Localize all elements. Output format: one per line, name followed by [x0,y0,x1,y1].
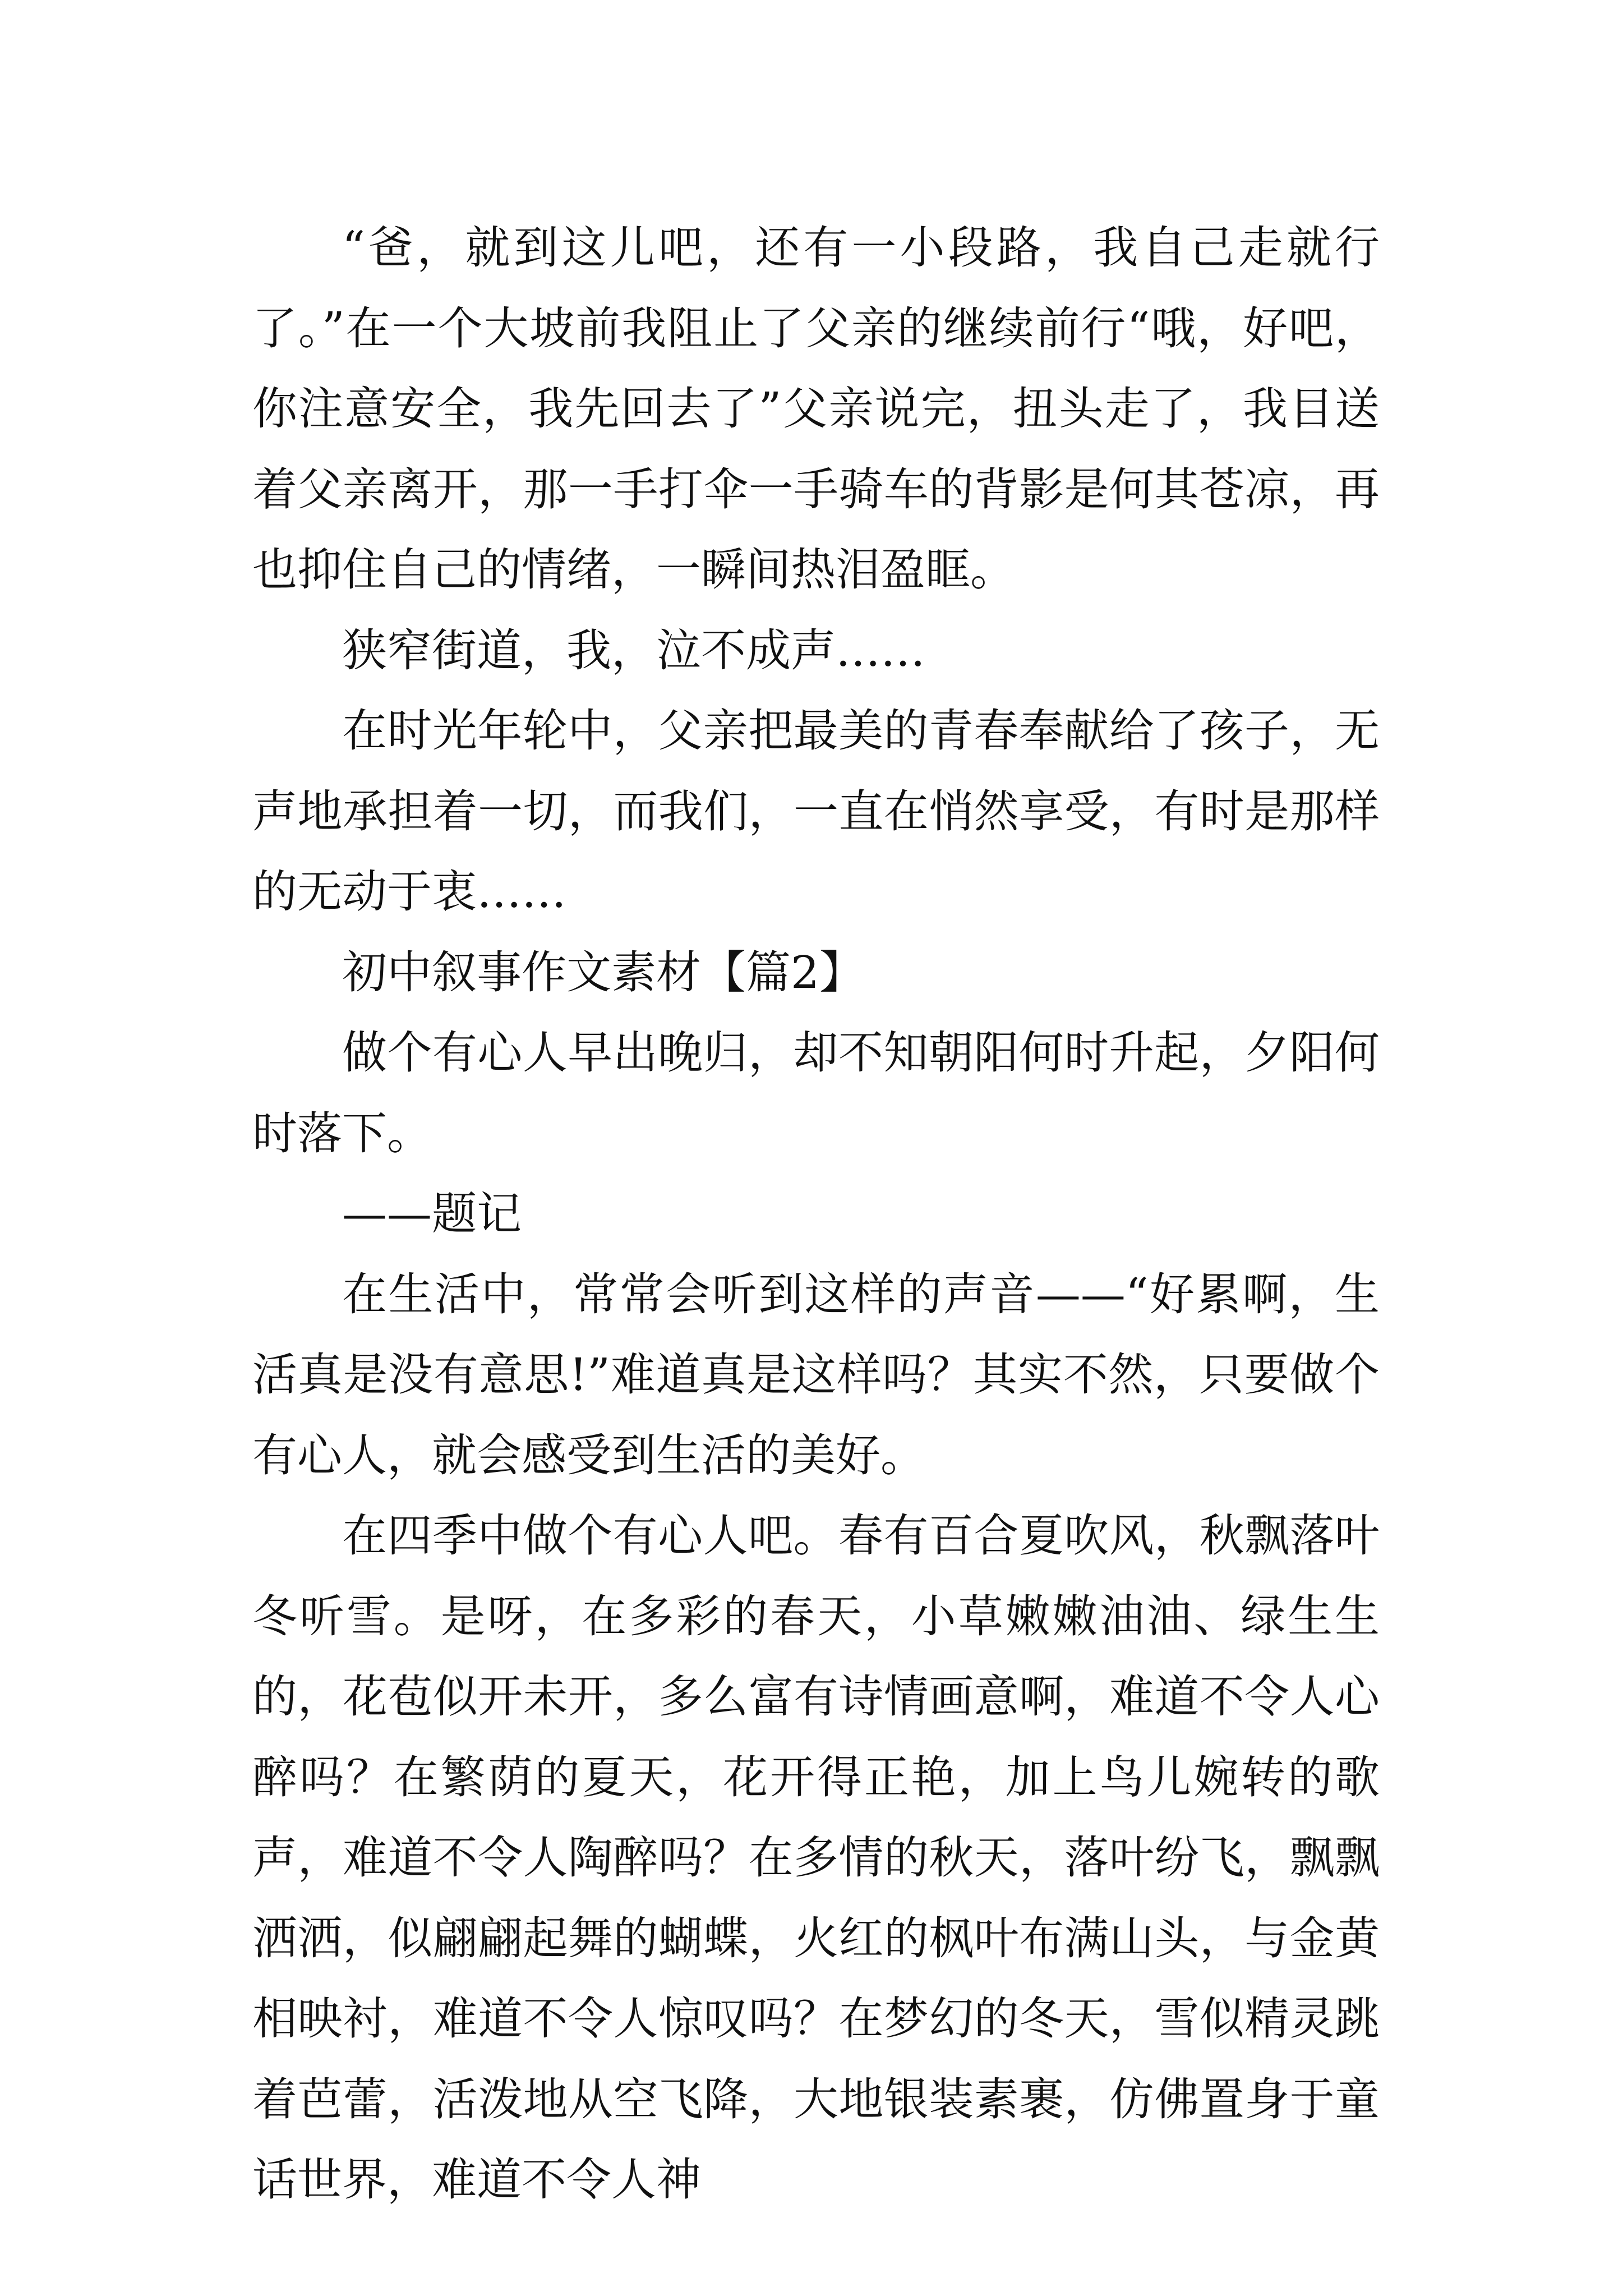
document-page [252,208,1380,2220]
paragraph-life-voice: 在生活中，常常会听到这样的声音——“好累啊，生活真是没有意思!”难道真是这样吗？其实不然，只要做个有心人，就会感受到生活的美好。 [252,1268,1380,1481]
section-heading: 初中叙事作文素材【篇2】 [342,946,864,999]
paragraph-narrow-street: 狭窄街道，我，泣不成声…… [342,624,925,677]
paragraph-epigraph: 做个有心人早出晚归，却不知朝阳何时升起，夕阳何时落下。 [252,1027,1380,1159]
paragraph-four-seasons: 在四季中做个有心人吧。春有百合夏吹风，秋飘落叶冬听雪。是呀，在多彩的春天，小草嫩嫩油油、绿生生的，花苞似开未开，多么富有诗情画意啊，难道不令人心醉吗？在繁荫的夏天，花开得正艳，加上鸟儿婉转的歌声，难道不令人陶醉吗？在多情的秋天，落叶纷飞，飘飘洒洒，似翩翩起舞的蝴蝶，火红的枫叶布满山头，与金黄相映衬，难道不令人惊叹吗？在梦幻的冬天，雪似精灵跳着芭蕾，活泼地从空飞降，大地银装素裹，仿佛置身于童话世界，难道不令人神 [252,1510,1380,2206]
paragraph-farewell: “爸，就到这儿吧，还有一小段路，我自己走就行了。”在一个大坡前我阻止了父亲的继续前行“哦，好吧，你注意安全，我先回去了”父亲说完，扭头走了，我目送着父亲离开，那一手打伞一手骑车的背影是何其苍凉，再也抑住自己的情绪，一瞬间热泪盈眶。 [252,222,1380,596]
paragraph-father-youth: 在时光年轮中，父亲把最美的青春奉献给了孩子，无声地承担着一切，而我们，一直在悄然享受，有时是那样的无动于衷…… [252,705,1380,918]
epigraph-attribution: ——题记 [342,1188,522,1240]
